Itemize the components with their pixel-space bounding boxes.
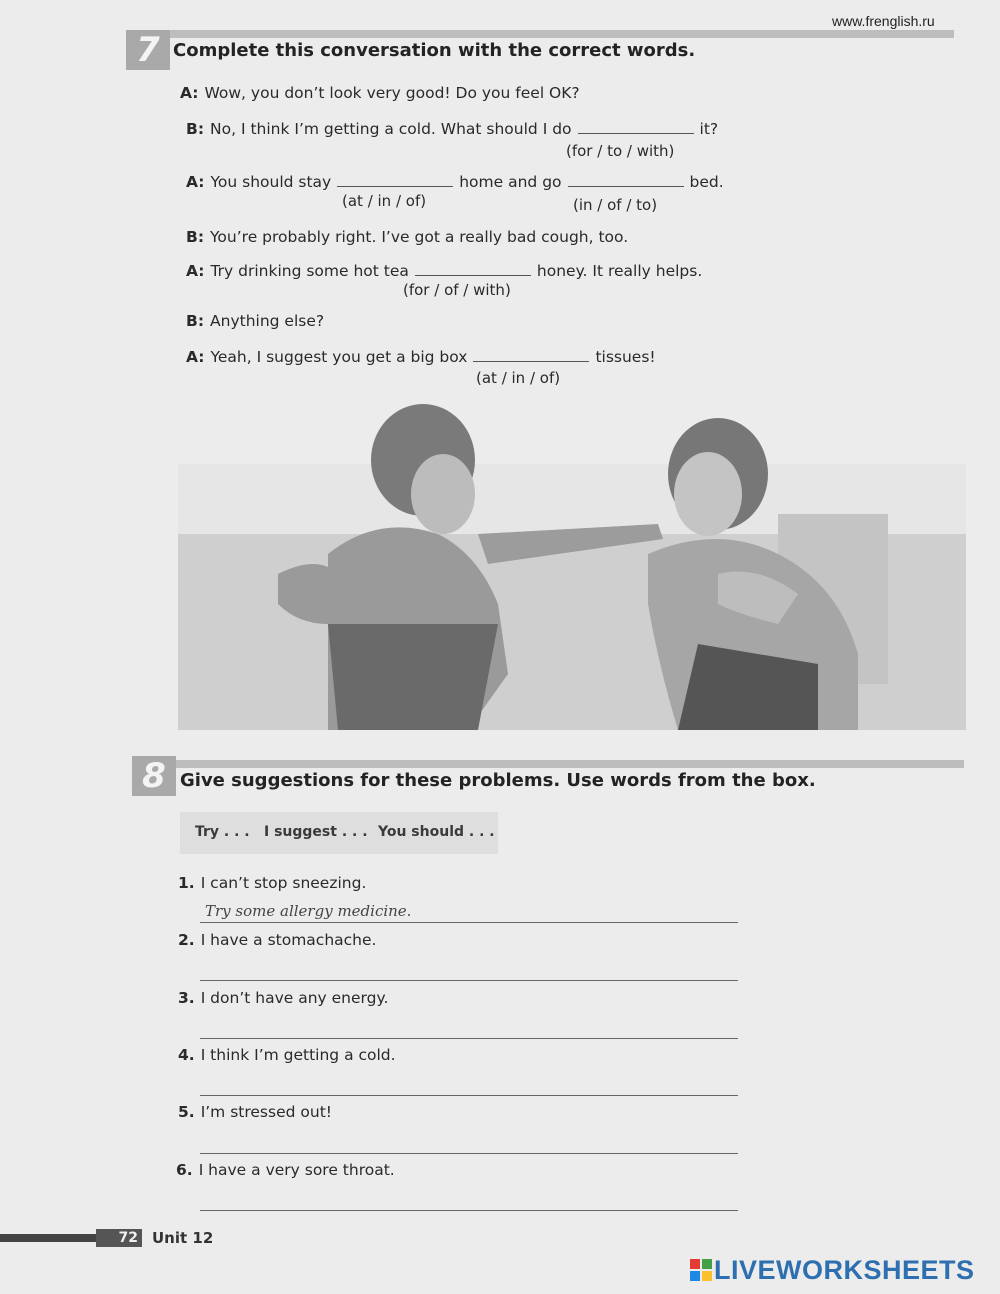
speaker: B:: [186, 228, 205, 246]
dialogue-text-after: bed.: [689, 173, 724, 191]
item-text: I think I’m getting a cold.: [200, 1046, 396, 1064]
section-7-bar: [126, 30, 954, 38]
speaker: B:: [186, 312, 205, 330]
liveworksheets-logo: [690, 1255, 975, 1286]
item-text: I’m stressed out!: [200, 1103, 332, 1121]
logo-text: LIVEWORKSHEETS: [714, 1255, 975, 1285]
options-hint: (for / to / with): [566, 142, 675, 160]
problem-4: [178, 1046, 396, 1064]
dialogue-line-6: [186, 312, 324, 330]
speaker: A:: [186, 348, 205, 366]
item-text: I can’t stop sneezing.: [200, 874, 367, 892]
section-8-bar: [132, 760, 964, 768]
answer-line-1[interactable]: [200, 922, 738, 923]
item-text: I don’t have any energy.: [200, 989, 389, 1007]
dialogue-text: You should stay: [210, 173, 332, 191]
options-hint: (at / in / of): [342, 192, 427, 210]
speaker: B:: [186, 120, 205, 138]
problem-1: [178, 874, 366, 892]
unit-label: Unit 12: [152, 1229, 214, 1247]
dialogue-text: You’re probably right. I’ve got a really bad cough, too.: [210, 228, 629, 246]
section-7-title: Complete this conversation with the correct words.: [173, 40, 696, 61]
item-text: I have a stomachache.: [200, 931, 377, 949]
answer-line-5[interactable]: [200, 1153, 738, 1154]
speaker: A:: [186, 173, 205, 191]
dialogue-line-4: [186, 228, 628, 246]
item-number: 6.: [176, 1161, 193, 1179]
problem-2: [178, 931, 376, 949]
answer-line-2[interactable]: [200, 980, 738, 981]
item-number: 5.: [178, 1103, 195, 1121]
dialogue-line-7: [186, 347, 656, 366]
dialogue-text: Anything else?: [210, 312, 325, 330]
page-number: 72: [96, 1229, 142, 1247]
dialogue-line-5: [186, 261, 702, 280]
section-8-title: Give suggestions for these problems. Use words from the box.: [180, 770, 816, 791]
dialogue-text-after: tissues!: [595, 348, 656, 366]
dialogue-text-after: it?: [699, 120, 719, 138]
item-text: I have a very sore throat.: [198, 1161, 395, 1179]
illustration: [178, 404, 966, 730]
options-hint: (in / of / to): [573, 196, 658, 214]
answer-blank[interactable]: [473, 347, 589, 362]
section-8-number: 8: [132, 756, 176, 796]
dialogue-line-3: [186, 172, 724, 191]
dialogue-text: No, I think I’m getting a cold. What should I do: [210, 120, 572, 138]
answer-blank[interactable]: [568, 172, 684, 187]
problem-6: [176, 1161, 395, 1179]
logo-grid-icon: [690, 1259, 712, 1281]
options-hint: (for / of / with): [403, 281, 511, 299]
dialogue-text-after: honey. It really helps.: [536, 262, 703, 280]
dialogue-text-middle: home and go: [459, 173, 562, 191]
item-number: 2.: [178, 931, 195, 949]
answer-blank[interactable]: [415, 261, 531, 276]
dialogue-text: Yeah, I suggest you get a big box: [210, 348, 468, 366]
item-number: 1.: [178, 874, 195, 892]
answer-line-3[interactable]: [200, 1038, 738, 1039]
dialogue-line-2: [186, 119, 718, 138]
two-women-illustration: [178, 404, 966, 730]
word-box-item: Try . . .: [195, 824, 250, 840]
word-box-item: I suggest . . .: [264, 824, 368, 840]
speaker: A:: [186, 262, 205, 280]
word-box-item: You should . . .: [378, 824, 495, 840]
problem-3: [178, 989, 388, 1007]
item-number: 3.: [178, 989, 195, 1007]
example-answer: Try some allergy medicine.: [205, 902, 412, 920]
answer-line-6[interactable]: [200, 1210, 738, 1211]
dialogue-text: Wow, you don’t look very good! Do you feel OK?: [204, 84, 580, 102]
dialogue-line-1: [180, 84, 580, 102]
problem-5: [178, 1103, 332, 1121]
dialogue-text: Try drinking some hot tea: [210, 262, 409, 280]
item-number: 4.: [178, 1046, 195, 1064]
answer-blank[interactable]: [578, 119, 694, 134]
answer-line-4[interactable]: [200, 1095, 738, 1096]
footer-bar: [0, 1234, 96, 1242]
word-box: [180, 812, 498, 854]
answer-blank[interactable]: [337, 172, 453, 187]
section-7-number: 7: [126, 30, 170, 70]
options-hint: (at / in / of): [476, 369, 561, 387]
speaker: A:: [180, 84, 199, 102]
site-url: www.frenglish.ru: [832, 13, 935, 29]
